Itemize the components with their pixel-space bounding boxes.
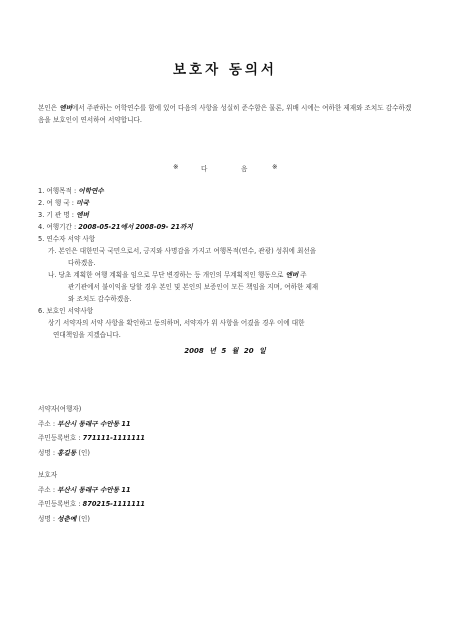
pledge-na-line1 [48,269,416,281]
term-label: 1. 여행목적 : [38,187,79,195]
name-label: 성명 : [38,448,58,457]
address-label: 주소 : [38,419,58,428]
seal-mark: (인) [78,514,90,523]
pledger-block [38,402,145,460]
pledger-name [38,446,145,461]
guardian-block [38,468,145,526]
term-value: 어학연수 [78,187,104,195]
notice-star-right: ※ [272,163,278,171]
pledge-ga-line1: 가. 본인은 대한민국 국민으로서, 긍지와 사명감을 가지고 여행목적(연수, 관광) 성취에 최선을 [48,247,317,255]
pledge-ga-line2: 다하겠음. [68,259,96,267]
guardian-address [38,483,145,498]
term-value: 엔버 [76,211,89,219]
term-value: 미국 [76,199,89,207]
pledge-na-line2: 관기관에서 불이익을 당할 경우 본인 및 본인의 보증인이 모든 책임을 지며, 여하한 제재 [68,283,319,291]
name-value: 홍길동 [57,448,77,457]
guardian-id [38,497,145,512]
id-label: 주민등록번호 : [38,434,83,442]
term-purpose [38,185,416,197]
document-title: 보호자 동의서 [173,62,277,78]
intro-after: 에서 주관하는 어학연수를 함에 있어 다음의 사항을 성실히 준수함은 물론, 위배 시에는 여하한 제재와 조치도 감수하겠음을 보호인이 연서하여 서약합니다. [38,104,412,124]
guardian-heading: 보호자 [38,471,58,479]
intro-highlight: 엔버 [59,104,72,112]
address-value: 부산시 동래구 수안동 11 [57,419,131,428]
notice-label-right: 음 [241,165,248,173]
pledge-na-highlight: 엔버 [285,271,299,279]
seal-mark: (인) [78,448,90,457]
pledger-id [38,431,145,446]
term-country [38,197,416,209]
id-value: 771111-1111111 [82,434,146,442]
id-value: 870215-1111111 [82,500,146,508]
guardian-pledge-line1: 상기 서약자의 서약 사항을 확인하고 동의하며, 서약자가 위 사항을 어겼을 경우 이에 대한 [48,319,305,327]
guardian-pledge-body [38,317,416,341]
notice-star-left: ※ [173,163,179,171]
guardian-pledge-header: 6. 보호인 서약사항 [38,307,94,315]
guardian-name [38,512,145,527]
pledge-header: 5. 연수자 서약 사항 [38,235,96,243]
pledge-na-suffix: 주 [298,271,307,279]
notice-label-left: 다 [201,165,208,173]
signing-date: 2008 년 5 월 20 일 [184,347,266,355]
term-label: 4. 여행기간 : [38,223,79,231]
name-label: 성명 : [38,514,58,523]
terms-list [38,185,416,341]
guardian-pledge-line2: 연대책임을 지겠습니다. [53,331,121,339]
pledge-item-na [38,269,416,305]
id-label: 주민등록번호 : [38,500,83,508]
pledge-na-line3: 와 조치도 감수하겠음. [68,295,132,303]
pledger-heading: 서약자(여행자) [38,405,82,413]
term-label: 3. 기 관 명 : [38,211,77,219]
address-label: 주소 : [38,485,58,494]
intro-before: 본인은 [38,104,60,112]
address-value: 부산시 동래구 수안동 11 [57,485,131,494]
intro-paragraph [38,102,416,126]
pledge-na-prefix: 나. 당초 계획한 여행 계획을 임으로 무단 변경하는 등 개인의 무계획적인 행동으로 [48,271,286,279]
name-value: 성춘예 [57,514,77,523]
term-label: 2. 여 행 국 : [38,199,77,207]
pledge-item-ga [38,245,416,269]
term-institution [38,209,416,221]
pledger-address [38,417,145,432]
term-period [38,221,416,233]
term-value: 2008-05-21에서 2008-09- 21까지 [78,223,193,231]
